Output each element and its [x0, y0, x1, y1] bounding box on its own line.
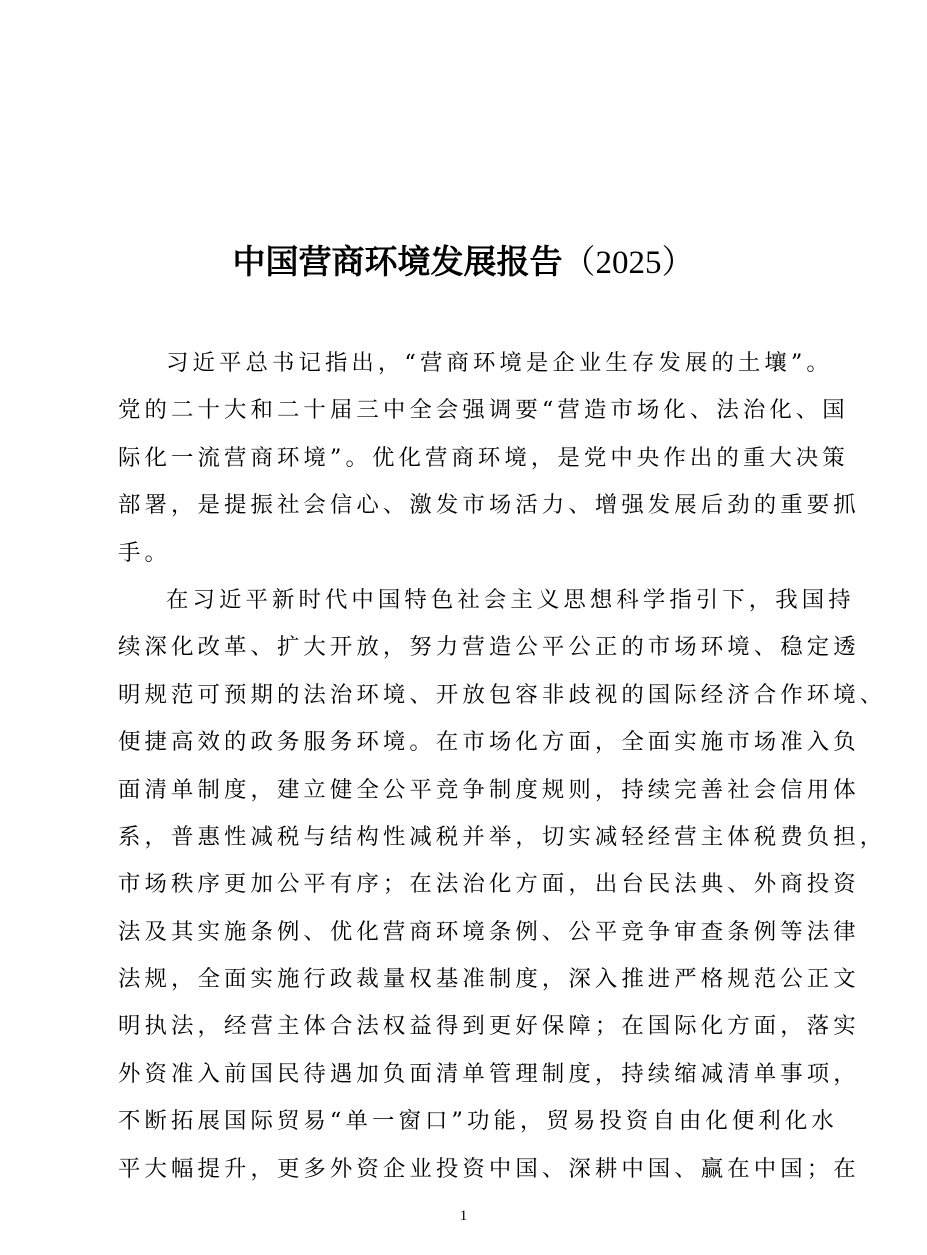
- document-title: [0, 240, 927, 285]
- text-line: 面清单制度，建立健全公平竞争制度规则，持续完善社会信用体: [118, 776, 860, 803]
- text-line: 续深化改革、扩大开放，努力营造公平公正的市场环境、稳定透: [118, 634, 860, 661]
- text-line: 党的二十大和二十届三中全会强调要“营造市场化、法治化、国: [118, 397, 849, 424]
- text-line: 明规范可预期的法治环境、开放包容非歧视的国际经济合作环境、: [118, 681, 887, 708]
- text-line: 法及其实施条例、优化营商环境条例、公平竞争审查条例等法律: [118, 918, 860, 945]
- text-line: 手。: [118, 539, 171, 566]
- text-line: 际化一流营商环境”。优化营商环境，是党中央作出的重大决策: [118, 444, 849, 471]
- text-line: 系，普惠性减税与结构性减税并举，切实减轻经营主体税费负担，: [118, 823, 887, 850]
- title-year: （2025）: [562, 245, 695, 281]
- text-line: 部署，是提振社会信心、激发市场活力、增强发展后劲的重要抓: [118, 492, 860, 519]
- document-body: [118, 340, 887, 1193]
- text-line: 不断拓展国际贸易“单一窗口”功能，贸易投资自由化便利化水: [118, 1108, 838, 1135]
- page-number: 1: [459, 1208, 468, 1224]
- text-line: 市场秩序更加公平有序；在法治化方面，出台民法典、外商投资: [118, 871, 860, 898]
- text-line: 明执法，经营主体合法权益得到更好保障；在国际化方面，落实: [118, 1013, 860, 1040]
- text-line: 在习近平新时代中国特色社会主义思想科学指引下，我国持: [166, 586, 855, 613]
- text-line: 平大幅提升，更多外资企业投资中国、深耕中国、赢在中国；在: [118, 1155, 860, 1182]
- text-line: 法规，全面实施行政裁量权基准制度，深入推进严格规范公正文: [118, 966, 860, 993]
- title-text: 中国营商环境发展报告: [232, 242, 563, 281]
- text-line: 外资准入前国民待遇加负面清单管理制度，持续缩减清单事项，: [118, 1060, 860, 1087]
- text-line: 习近平总书记指出，“营商环境是企业生存发展的土壤”。: [166, 350, 833, 376]
- text-line: 便捷高效的政务服务环境。在市场化方面，全面实施市场准入负: [118, 729, 860, 756]
- paragraph-2: [118, 577, 887, 1193]
- paragraph-1: [118, 340, 860, 577]
